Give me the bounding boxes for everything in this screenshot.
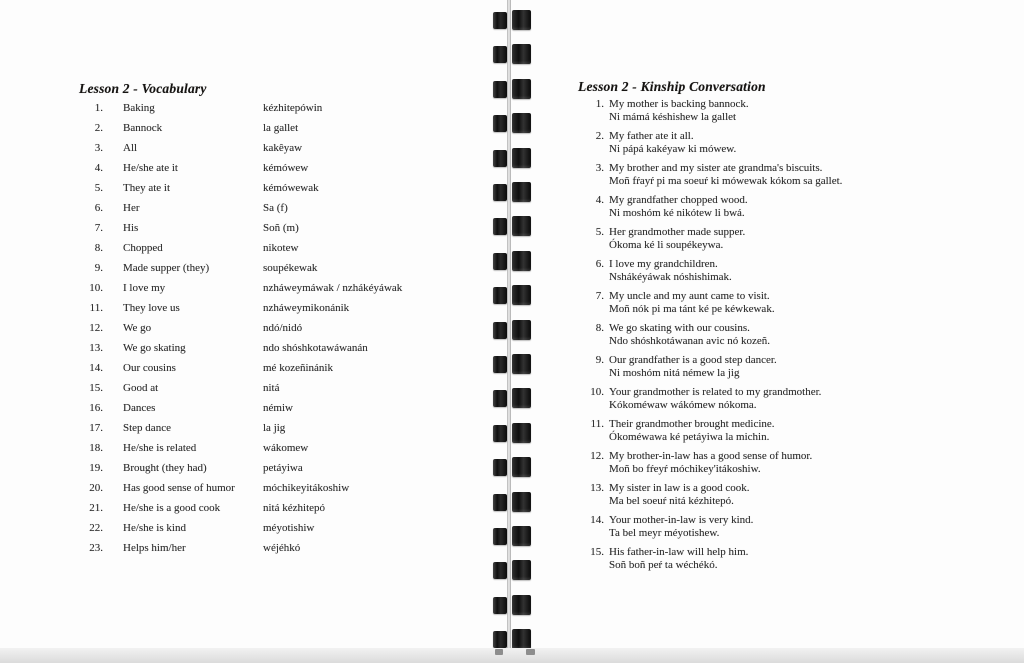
item-translation: la jig — [263, 422, 286, 434]
item-number: 21. — [89, 502, 103, 514]
michif-line: Moñ fŕayŕ pi ma soeuŕ ki mówewak kókom sa gallet. — [609, 175, 843, 187]
conversation-item — [586, 194, 1016, 220]
english-line: My brother-in-law has a good sense of humor. — [609, 450, 813, 462]
item-number: 9. — [94, 262, 103, 274]
binding-end-mark — [526, 649, 535, 655]
item-translation: Soñ (m) — [263, 222, 299, 234]
michif-line: Ni pápá kakéyaw ki mówew. — [609, 143, 737, 155]
spiral-coil-segment — [493, 113, 531, 133]
english-line: My sister in law is a good cook. — [609, 482, 750, 494]
item-lines — [609, 386, 1016, 412]
item-term: Dances — [123, 402, 156, 414]
english-line: We go skating with our cousins. — [609, 322, 750, 334]
item-term: They love us — [123, 302, 180, 314]
spiral-coil-segment — [493, 148, 531, 168]
item-translation: wéjéhkó — [263, 542, 301, 554]
conversation-item — [586, 98, 1016, 124]
michif-line: Ni moshóm ké nikótew li bwá. — [609, 207, 745, 219]
item-number: 15. — [89, 382, 103, 394]
item-number: 10. — [89, 282, 103, 294]
vocab-row — [79, 418, 479, 438]
item-number: 13. — [590, 482, 604, 494]
item-number: 13. — [89, 342, 103, 354]
english-line: His father-in-law will help him. — [609, 546, 749, 558]
item-number: 6. — [595, 258, 604, 270]
spiral-coil-segment — [493, 629, 531, 649]
item-term: He/she is kind — [123, 522, 186, 534]
item-number: 8. — [94, 242, 103, 254]
item-translation: ndo shóshkotawáwanán — [263, 342, 368, 354]
item-number: 20. — [89, 482, 103, 494]
vocab-row — [79, 278, 479, 298]
item-number: 1. — [595, 98, 604, 110]
item-term: Has good sense of humor — [123, 482, 235, 494]
item-translation: nitá kézhitepó — [263, 502, 326, 514]
item-term: Her — [123, 202, 140, 214]
item-term: All — [123, 142, 138, 154]
item-lines — [609, 322, 1016, 348]
item-translation: Sa (f) — [263, 202, 288, 214]
item-lines — [609, 194, 1016, 220]
item-term: Our cousins — [123, 362, 176, 374]
english-line: My mother is backing bannock. — [609, 98, 749, 110]
item-translation: wákomew — [263, 442, 309, 454]
conversation-item — [586, 322, 1016, 348]
vocab-row — [79, 398, 479, 418]
spiral-coil-segment — [493, 526, 531, 546]
item-lines — [609, 354, 1016, 380]
vocab-row — [79, 358, 479, 378]
page-bottom-edge — [0, 648, 1024, 663]
item-term: Baking — [123, 102, 155, 114]
item-term: Bannock — [123, 122, 163, 134]
item-number: 7. — [595, 290, 604, 302]
vocab-row — [79, 198, 479, 218]
item-lines — [609, 226, 1016, 252]
vocab-row — [79, 338, 479, 358]
binding-end-mark — [495, 649, 503, 655]
item-number: 2. — [94, 122, 103, 134]
conversation-item — [586, 546, 1016, 572]
item-translation: kémówewak — [263, 182, 319, 194]
item-number: 14. — [89, 362, 103, 374]
michif-line: Ni moshóm nitá némew la jig — [609, 367, 740, 379]
english-line: My uncle and my aunt came to visit. — [609, 290, 770, 302]
vocab-row — [79, 438, 479, 458]
item-translation: nitá — [263, 382, 280, 394]
michif-line: Moñ nók pi ma tánt ké pe kéwkewak. — [609, 303, 775, 315]
item-number: 5. — [595, 226, 604, 238]
spiral-coil-segment — [493, 216, 531, 236]
item-translation: némiw — [263, 402, 293, 414]
item-number: 22. — [89, 522, 103, 534]
item-number: 4. — [595, 194, 604, 206]
english-line: My grandfather chopped wood. — [609, 194, 748, 206]
item-number: 16. — [89, 402, 103, 414]
item-number: 12. — [590, 450, 604, 462]
item-number: 6. — [94, 202, 103, 214]
item-number: 12. — [89, 322, 103, 334]
conversation-item — [586, 482, 1016, 508]
item-translation: nzháweymikonánik — [263, 302, 350, 314]
vocab-row — [79, 118, 479, 138]
item-lines — [609, 258, 1016, 284]
item-lines — [609, 130, 1016, 156]
conversation-item — [586, 226, 1016, 252]
item-translation: petáyiwa — [263, 462, 303, 474]
item-term: Good at — [123, 382, 159, 394]
michif-line: Ókoma ké li soupékeywa. — [609, 239, 724, 251]
item-number: 14. — [590, 514, 604, 526]
item-translation: kézhitepówin — [263, 102, 323, 114]
item-term: They ate it — [123, 182, 171, 194]
michif-line: Ndo shóshkotáwanan avic nó kozeñ. — [609, 335, 770, 347]
item-term: Helps him/her — [123, 542, 186, 554]
item-translation: ndó/nidó — [263, 322, 303, 334]
conversation-list — [586, 98, 1016, 578]
conversation-item — [586, 418, 1016, 444]
spiral-coil-segment — [493, 492, 531, 512]
english-line: My father ate it all. — [609, 130, 694, 142]
item-translation: nikotew — [263, 242, 299, 254]
vocab-row — [79, 318, 479, 338]
conversation-item — [586, 258, 1016, 284]
item-term: He/she ate it — [123, 162, 178, 174]
item-translation: méyotishiw — [263, 522, 315, 534]
spiral-coil-segment — [493, 354, 531, 374]
item-number: 3. — [595, 162, 604, 174]
spiral-coil-segment — [493, 10, 531, 30]
spiral-coil-segment — [493, 79, 531, 99]
item-lines — [609, 546, 1016, 572]
item-number: 5. — [94, 182, 103, 194]
right-page-title: Lesson 2 - Kinship Conversation — [578, 79, 766, 95]
item-lines — [609, 482, 1016, 508]
item-translation: kémówew — [263, 162, 309, 174]
item-translation: soupékewak — [263, 262, 318, 274]
item-term: Step dance — [123, 422, 171, 434]
vocab-row — [79, 238, 479, 258]
item-term: Made supper (they) — [123, 262, 210, 274]
vocab-row — [79, 378, 479, 398]
vocab-row — [79, 298, 479, 318]
english-line: I love my grandchildren. — [609, 258, 718, 270]
spiral-coil-segment — [493, 320, 531, 340]
spiral-coil-segment — [493, 595, 531, 615]
spiral-coil-segment — [493, 457, 531, 477]
vocab-row — [79, 98, 479, 118]
item-number: 8. — [595, 322, 604, 334]
vocab-row — [79, 538, 479, 558]
vocab-row — [79, 158, 479, 178]
item-number: 18. — [89, 442, 103, 454]
english-line: Her grandmother made supper. — [609, 226, 746, 238]
michif-line: Ni mámá késhishew la gallet — [609, 111, 737, 123]
english-line: Our grandfather is a good step dancer. — [609, 354, 777, 366]
item-number: 10. — [590, 386, 604, 398]
item-number: 2. — [595, 130, 604, 142]
item-number: 23. — [89, 542, 103, 554]
item-translation: kakêyaw — [263, 142, 303, 154]
english-line: Your mother-in-law is very kind. — [609, 514, 754, 526]
item-number: 19. — [89, 462, 103, 474]
conversation-item — [586, 354, 1016, 380]
item-term: He/she is related — [123, 442, 197, 454]
item-lines — [609, 514, 1016, 540]
spiral-coil-segment — [493, 182, 531, 202]
item-translation: mé kozeñinánik — [263, 362, 333, 374]
michif-line: Ta bel meyr méyotishew. — [609, 527, 720, 539]
item-translation: nzháweymáwak / nzhákéyáwak — [263, 282, 403, 294]
item-term: Chopped — [123, 242, 163, 254]
conversation-item — [586, 290, 1016, 316]
item-translation: móchikeyitákoshiw — [263, 482, 350, 494]
english-line: My brother and my sister ate grandma's biscuits. — [609, 162, 823, 174]
vocab-row — [79, 178, 479, 198]
conversation-item — [586, 450, 1016, 476]
michif-line: Moñ bo fŕeyŕ móchikey'itákoshiw. — [609, 463, 761, 475]
vocab-row — [79, 218, 479, 238]
vocab-row — [79, 458, 479, 478]
conversation-item — [586, 130, 1016, 156]
vocab-row — [79, 258, 479, 278]
item-number: 9. — [595, 354, 604, 366]
conversation-item — [586, 162, 1016, 188]
item-number: 3. — [94, 142, 103, 154]
item-number: 1. — [94, 102, 103, 114]
item-lines — [609, 450, 1016, 476]
item-term: I love my — [123, 282, 166, 294]
conversation-item — [586, 514, 1016, 540]
vocab-row — [79, 138, 479, 158]
item-number: 11. — [89, 302, 103, 314]
michif-line: Soñ boñ peŕ ta wéchékó. — [609, 559, 718, 571]
conversation-item — [586, 386, 1016, 412]
item-number: 7. — [94, 222, 103, 234]
item-number: 17. — [89, 422, 103, 434]
michif-line: Ma bel soeuŕ nitá kézhitepó. — [609, 495, 734, 507]
item-term: We go skating — [123, 342, 186, 354]
item-number: 15. — [590, 546, 604, 558]
spiral-coil-segment — [493, 285, 531, 305]
spiral-coil-segment — [493, 423, 531, 443]
item-number: 4. — [94, 162, 103, 174]
item-term: He/she is a good cook — [123, 502, 221, 514]
item-lines — [609, 418, 1016, 444]
item-number: 11. — [590, 418, 604, 430]
spiral-coil-segment — [493, 388, 531, 408]
left-page-title: Lesson 2 - Vocabulary — [79, 81, 207, 97]
michif-line: Nshákéyáwak nóshishimak. — [609, 271, 732, 283]
vocab-row — [79, 518, 479, 538]
item-term: His — [123, 222, 139, 234]
item-term: We go — [123, 322, 152, 334]
spiral-coil-segment — [493, 44, 531, 64]
vocab-list — [79, 98, 479, 558]
english-line: Their grandmother brought medicine. — [609, 418, 775, 430]
michif-line: Ókoméwawa ké petáyiwa la michin. — [609, 431, 770, 443]
item-lines — [609, 290, 1016, 316]
item-lines — [609, 98, 1016, 124]
spiral-coil-segment — [493, 560, 531, 580]
spiral-coil-segment — [493, 251, 531, 271]
michif-line: Kókoméwaw wákómew nókoma. — [609, 399, 757, 411]
vocab-row — [79, 498, 479, 518]
vocab-row — [79, 478, 479, 498]
english-line: Your grandmother is related to my grandmother. — [609, 386, 822, 398]
item-term: Brought (they had) — [123, 462, 207, 474]
item-translation: la gallet — [263, 122, 299, 134]
item-lines — [609, 162, 1016, 188]
